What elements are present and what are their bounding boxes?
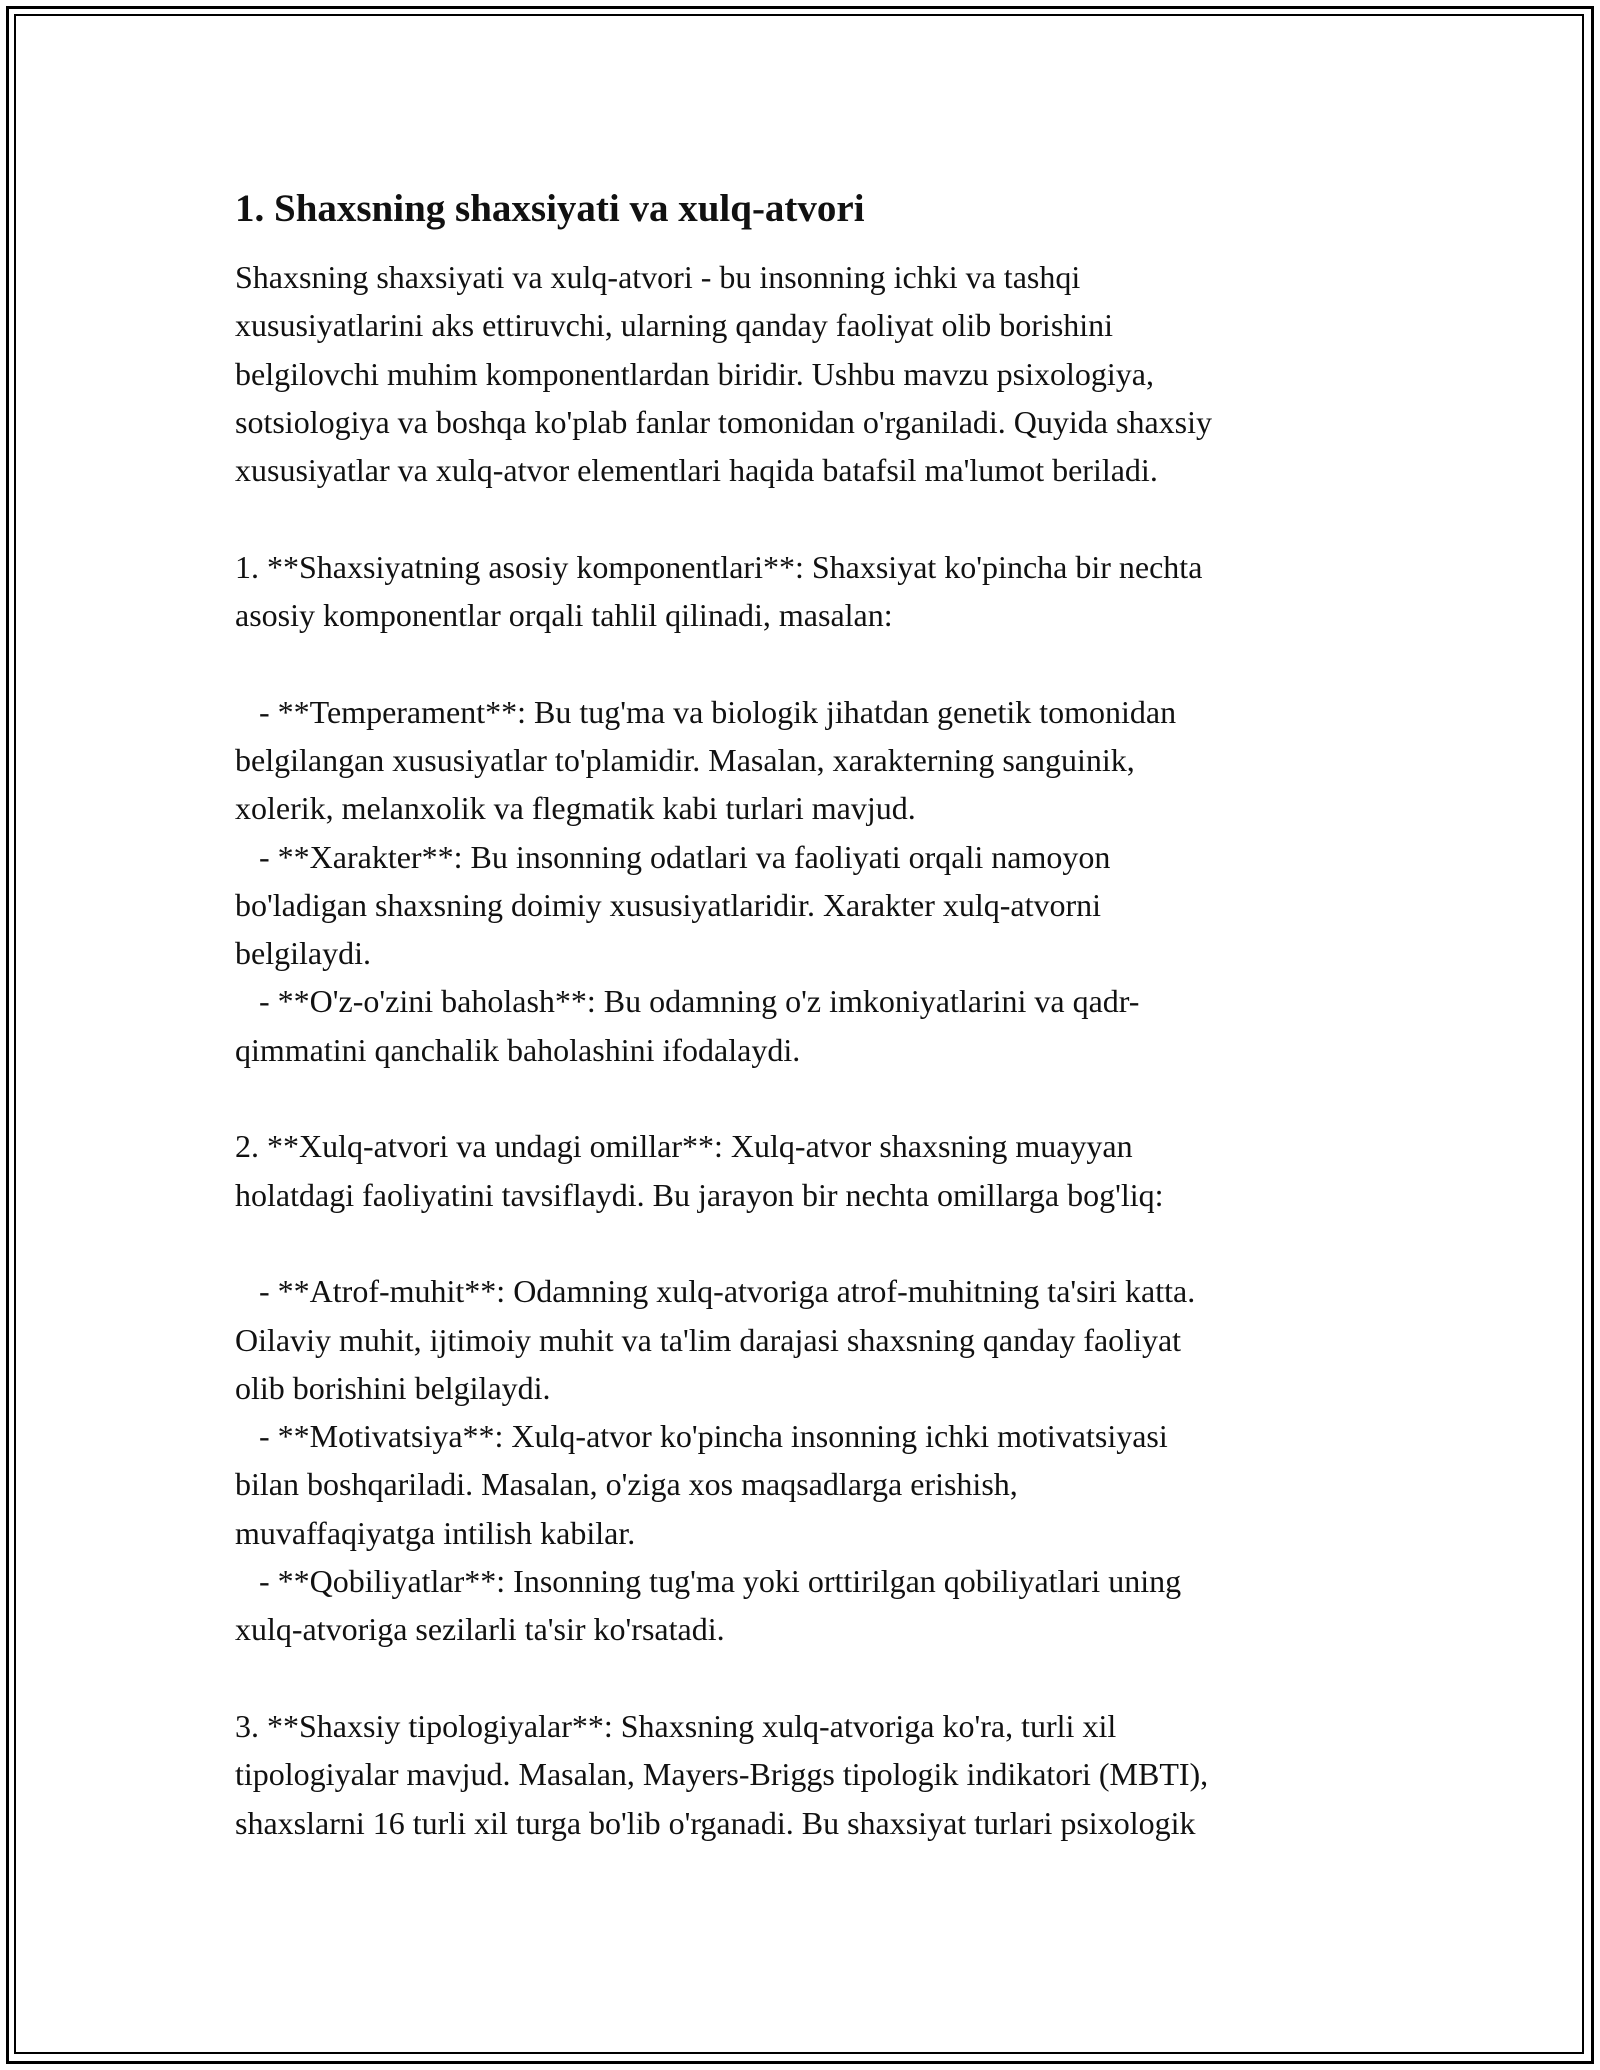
text-line: belgilovchi muhim komponentlardan biridir. Ushbu mavzu psixologiya, [235,355,1154,392]
text-line: 2. **Xulq-atvori va undagi omillar**: Xulq-atvor shaxsning muayyan [235,1128,1133,1165]
text-line: - **Motivatsiya**: Xulq-atvor ko'pincha insonning ichki motivatsiyasi [235,1418,1168,1455]
text-line: holatdagi faoliyatini tavsiflaydi. Bu jarayon bir nechta omillarga bog'liq: [235,1176,1164,1213]
text-line: Oilaviy muhit, ijtimoiy muhit va ta'lim darajasi shaxsning qanday faoliyat [235,1321,1182,1358]
text-line: shaxslarni 16 turli xil turga bo'lib o'rganadi. Bu shaxsiyat turlari psixologik [235,1804,1196,1841]
text-line: xulq-atvoriga sezilarli ta'sir ko'rsatadi. [235,1611,725,1648]
text-line: olib borishini belgilaydi. [235,1369,551,1406]
text-line [235,1074,1375,1122]
text-line: 3. **Shaxsiy tipologiyalar**: Shaxsning xulq-atvoriga ko'ra, turli xil [235,1707,1117,1744]
text-line: - **Qobiliyatlar**: Insonning tug'ma yoki orttirilgan qobiliyatlari uning [235,1563,1182,1600]
document-body [235,253,1375,1847]
text-line: tipologiyalar mavjud. Masalan, Mayers-Briggs tipologik indikatori (MBTI), [235,1756,1209,1793]
text-line: belgilaydi. [235,935,371,972]
text-line: xususiyatlar va xulq-atvor elementlari haqida batafsil ma'lumot beriladi. [235,452,1158,489]
text-line: - **Temperament**: Bu tug'ma va biologik jihatdan genetik tomonidan [235,693,1177,730]
text-line: Shaxsning shaxsiyati va xulq-atvori - bu insonning ichki va tashqi [235,259,1081,295]
text-line: - **Atrof-muhit**: Odamning xulq-atvoriga atrof-muhitning ta'siri katta. [235,1273,1196,1310]
document-page [235,185,1375,1847]
text-line: sotsiologiya va boshqa ko'plab fanlar tomonidan o'rganiladi. Quyida shaxsiy [235,403,1212,440]
text-line: asosiy komponentlar orqali tahlil qilinadi, masalan: [235,597,893,634]
text-line: bo'ladigan shaxsning doimiy xususiyatlaridir. Xarakter xulq-atvorni [235,886,1102,923]
document-heading: 1. Shaxsning shaxsiyati va xulq-atvori [235,187,865,230]
text-line: qimmatini qanchalik baholashini ifodalaydi. [235,1031,801,1068]
text-line: xolerik, melanxolik va flegmatik kabi turlari mavjud. [235,790,916,827]
text-line: belgilangan xususiyatlar to'plamidir. Masalan, xarakterning sanguinik, [235,741,1135,778]
text-line: muvaffaqiyatga intilish kabilar. [235,1514,636,1551]
text-line [235,639,1375,687]
text-line [235,494,1375,542]
text-line: 1. **Shaxsiyatning asosiy komponentlari**: Shaxsiyat ko'pincha bir nechta [235,548,1203,585]
text-line [235,1654,1375,1702]
text-line: bilan boshqariladi. Masalan, o'ziga xos maqsadlarga erishish, [235,1466,1018,1503]
text-line: - **O'z-o'zini baholash**: Bu odamning o'z imkoniyatlarini va qadr- [235,983,1140,1020]
text-line: - **Xarakter**: Bu insonning odatlari va faoliyati orqali namoyon [235,838,1111,875]
text-line [235,1219,1375,1267]
text-line: xususiyatlarini aks ettiruvchi, ularning qanday faoliyat olib borishini [235,307,1114,344]
